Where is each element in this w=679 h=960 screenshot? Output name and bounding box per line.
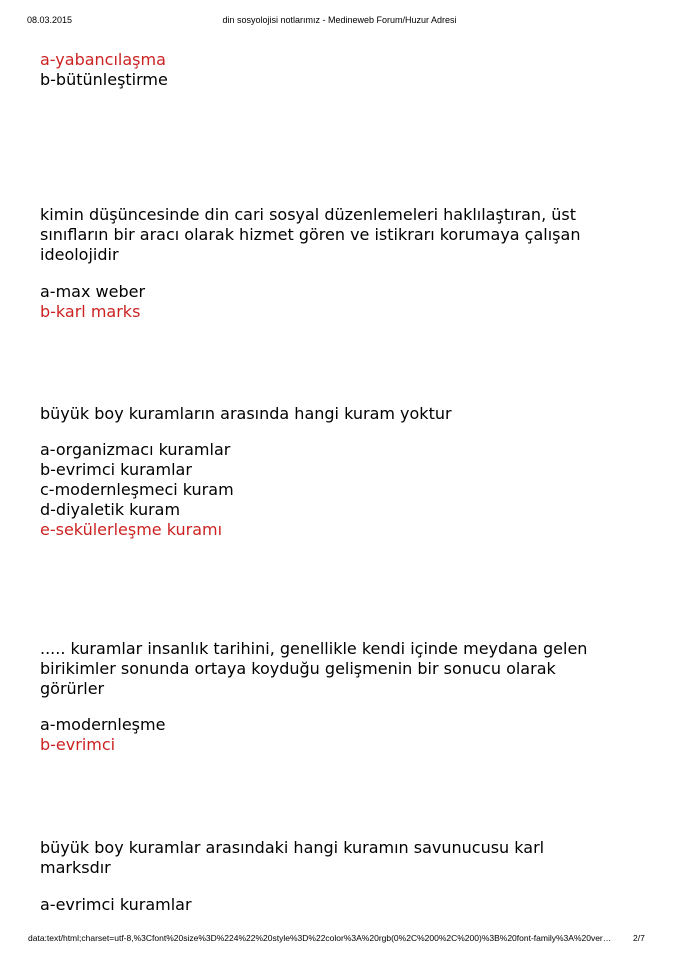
q4-question-line-1: büyük boy kuramlar arasındaki hangi kuramın savunucusu karl xyxy=(40,838,545,857)
q1-question-line-1: kimin düşüncesinde din cari sosyal düzenlemeleri haklılaştıran, üst xyxy=(40,205,576,224)
q3-question-line-1: ..... kuramlar insanlık tarihini, genellikle kendi içinde meydana gelen xyxy=(40,639,588,658)
q3-question-line-3: görürler xyxy=(40,679,105,698)
q2-option-d: d-diyaletik kuram xyxy=(40,500,181,519)
q3-option-b-correct: b-evrimci xyxy=(40,735,116,754)
q2-option-a: a-organizmacı kuramlar xyxy=(40,440,231,459)
print-footer-url: data:text/html;charset=utf-8,%3Cfont%20size%3D%224%22%20style%3D%22color%3A%20rgb(0%2C%200%2C%200)%3B%20font-family%3A%20ver… xyxy=(28,933,612,943)
q2-option-b: b-evrimci kuramlar xyxy=(40,460,192,479)
print-header-title: din sosyolojisi notlarımız - Medineweb Forum/Huzur Adresi xyxy=(222,15,457,25)
q1-option-b-correct: b-karl marks xyxy=(40,302,141,321)
q3-question-line-2: birikimler sonunda ortaya koyduğu gelişmenin bir sonucu olarak xyxy=(40,659,556,678)
q4-option-a: a-evrimci kuramlar xyxy=(40,895,192,914)
print-footer-page-number: 2/7 xyxy=(633,933,645,943)
q1-question-line-3: ideolojidir xyxy=(40,245,119,264)
q2-question-line-1: büyük boy kuramların arasında hangi kuram yoktur xyxy=(40,404,452,423)
q3-option-a: a-modernleşme xyxy=(40,715,166,734)
q2-option-c: c-modernleşmeci kuram xyxy=(40,480,234,499)
q0-option-b: b-bütünleştirme xyxy=(40,70,168,89)
q2-option-e-correct: e-sekülerleşme kuramı xyxy=(40,520,223,539)
q4-question-line-2: marksdır xyxy=(40,858,111,877)
print-header-date: 08.03.2015 xyxy=(27,15,73,25)
q0-option-a-correct: a-yabancılaşma xyxy=(40,50,166,69)
q1-option-a: a-max weber xyxy=(40,282,146,301)
q1-question-line-2: sınıfların bir aracı olarak hizmet gören ve istikrarı korumaya çalışan xyxy=(40,225,581,244)
